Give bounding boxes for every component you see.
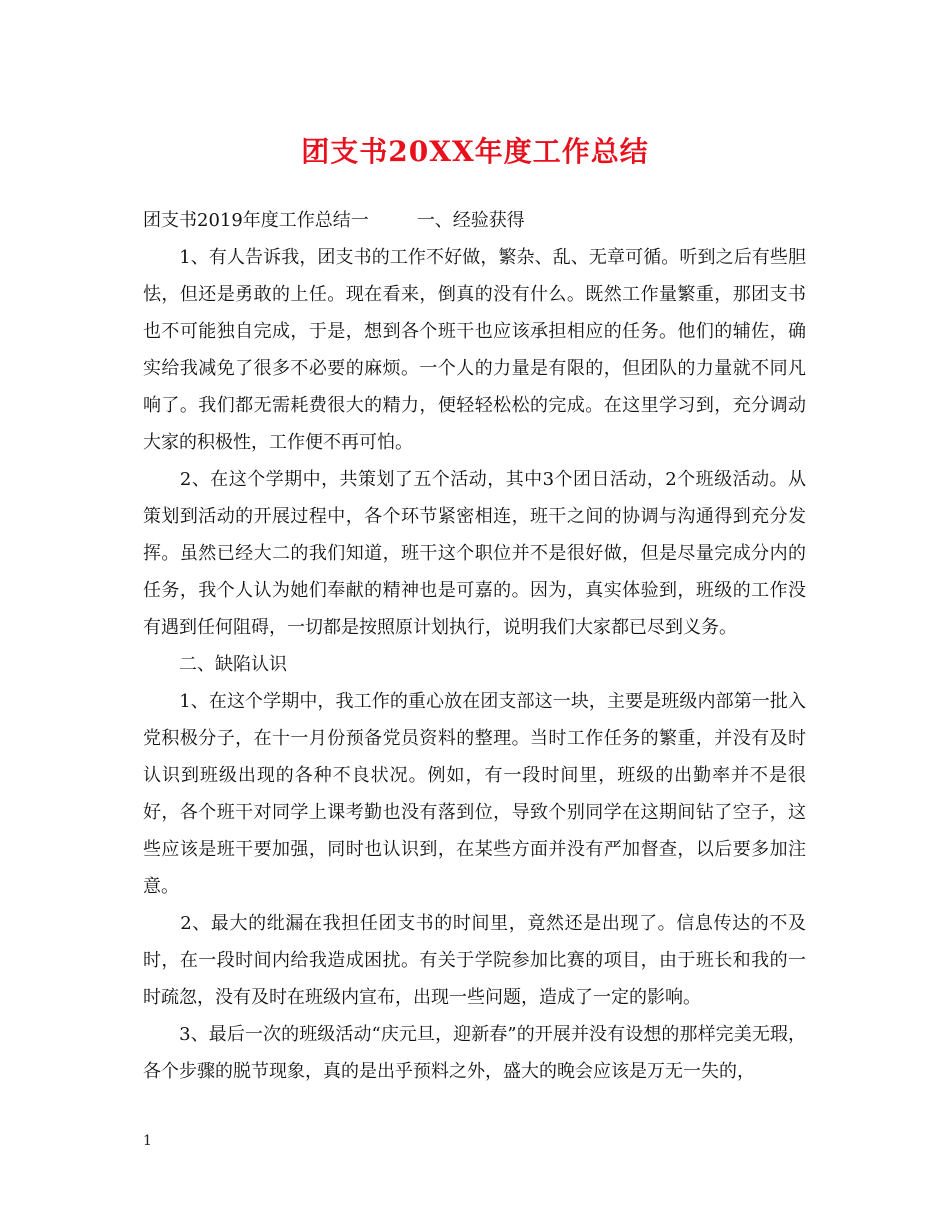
paragraph-3: 1、在这个学期中，我工作的重心放在团支部这一块，主要是班级内部第一批入党积极分子，在十一月份预备党员资料的整理。当时工作任务的繁重，并没有及时认识到班级出现的各种不良状况。例如，有一段时间里，班级的出勤率并不是很好，各个班干对同学上课考勤也没有落到位，导致个别同学在这期间钻了空子，这些应该是班干要加强，同时也认识到，在某些方面并没有严加督查，以后要多加注意。 [143,691,806,897]
document-body [143,202,806,1090]
lead-line [143,202,806,239]
paragraph-2: 2、在这个学期中，共策划了五个活动，其中3个团日活动，2个班级活动。从策划到活动的开展过程中，各个环节紧密相连，班干之间的协调与沟通得到充分发挥。虽然已经大二的我们知道，班干这个职位并不是很好做，但是尽量完成分内的任务，我个人认为她们奉献的精神也是可嘉的。因为，真实体验到，班级的工作没有遇到任何阻碍，一切都是按照原计划执行，说明我们大家都已尽到义务。 [143,469,806,638]
paragraph-4: 2、最大的纰漏在我担任团支书的时间里，竟然还是出现了。信息传达的不及时，在一段时间内给我造成困扰。有关于学院参加比赛的项目，由于班长和我的一时疏忽，没有及时在班级内宣布，出现一些问题，造成了一定的影响。 [143,913,806,1008]
paragraph-1: 1、有人告诉我，团支书的工作不好做，繁杂、乱、无章可循。听到之后有些胆怯，但还是勇敢的上任。现在看来，倒真的没有什么。既然工作量繁重，那团支书也不可能独自完成，于是，想到各个班干也应该承担相应的任务。他们的辅佐，确实给我减免了很多不必要的麻烦。一个人的力量是有限的，但团队的力量就不同凡响了。我们都无需耗费很大的精力，便轻轻松松的完成。在这里学习到，充分调动大家的积极性，工作便不再可怕。 [143,247,806,453]
document-title: 团支书20XX年度工作总结 [301,135,649,168]
lead-heading: 团支书2019年度工作总结一 [143,210,369,231]
section-heading-1: 一、经验获得 [416,210,525,231]
section-heading-2: 二、缺陷认识 [143,654,287,675]
page-number: 1 [143,1133,152,1149]
paragraph-5: 3、最后一次的班级活动“庆元旦，迎新春”的开展并没有设想的那样完美无瑕，各个步骤的脱节现象，真的是出乎预料之外，盛大的晚会应该是万无一失的， [143,1024,806,1082]
